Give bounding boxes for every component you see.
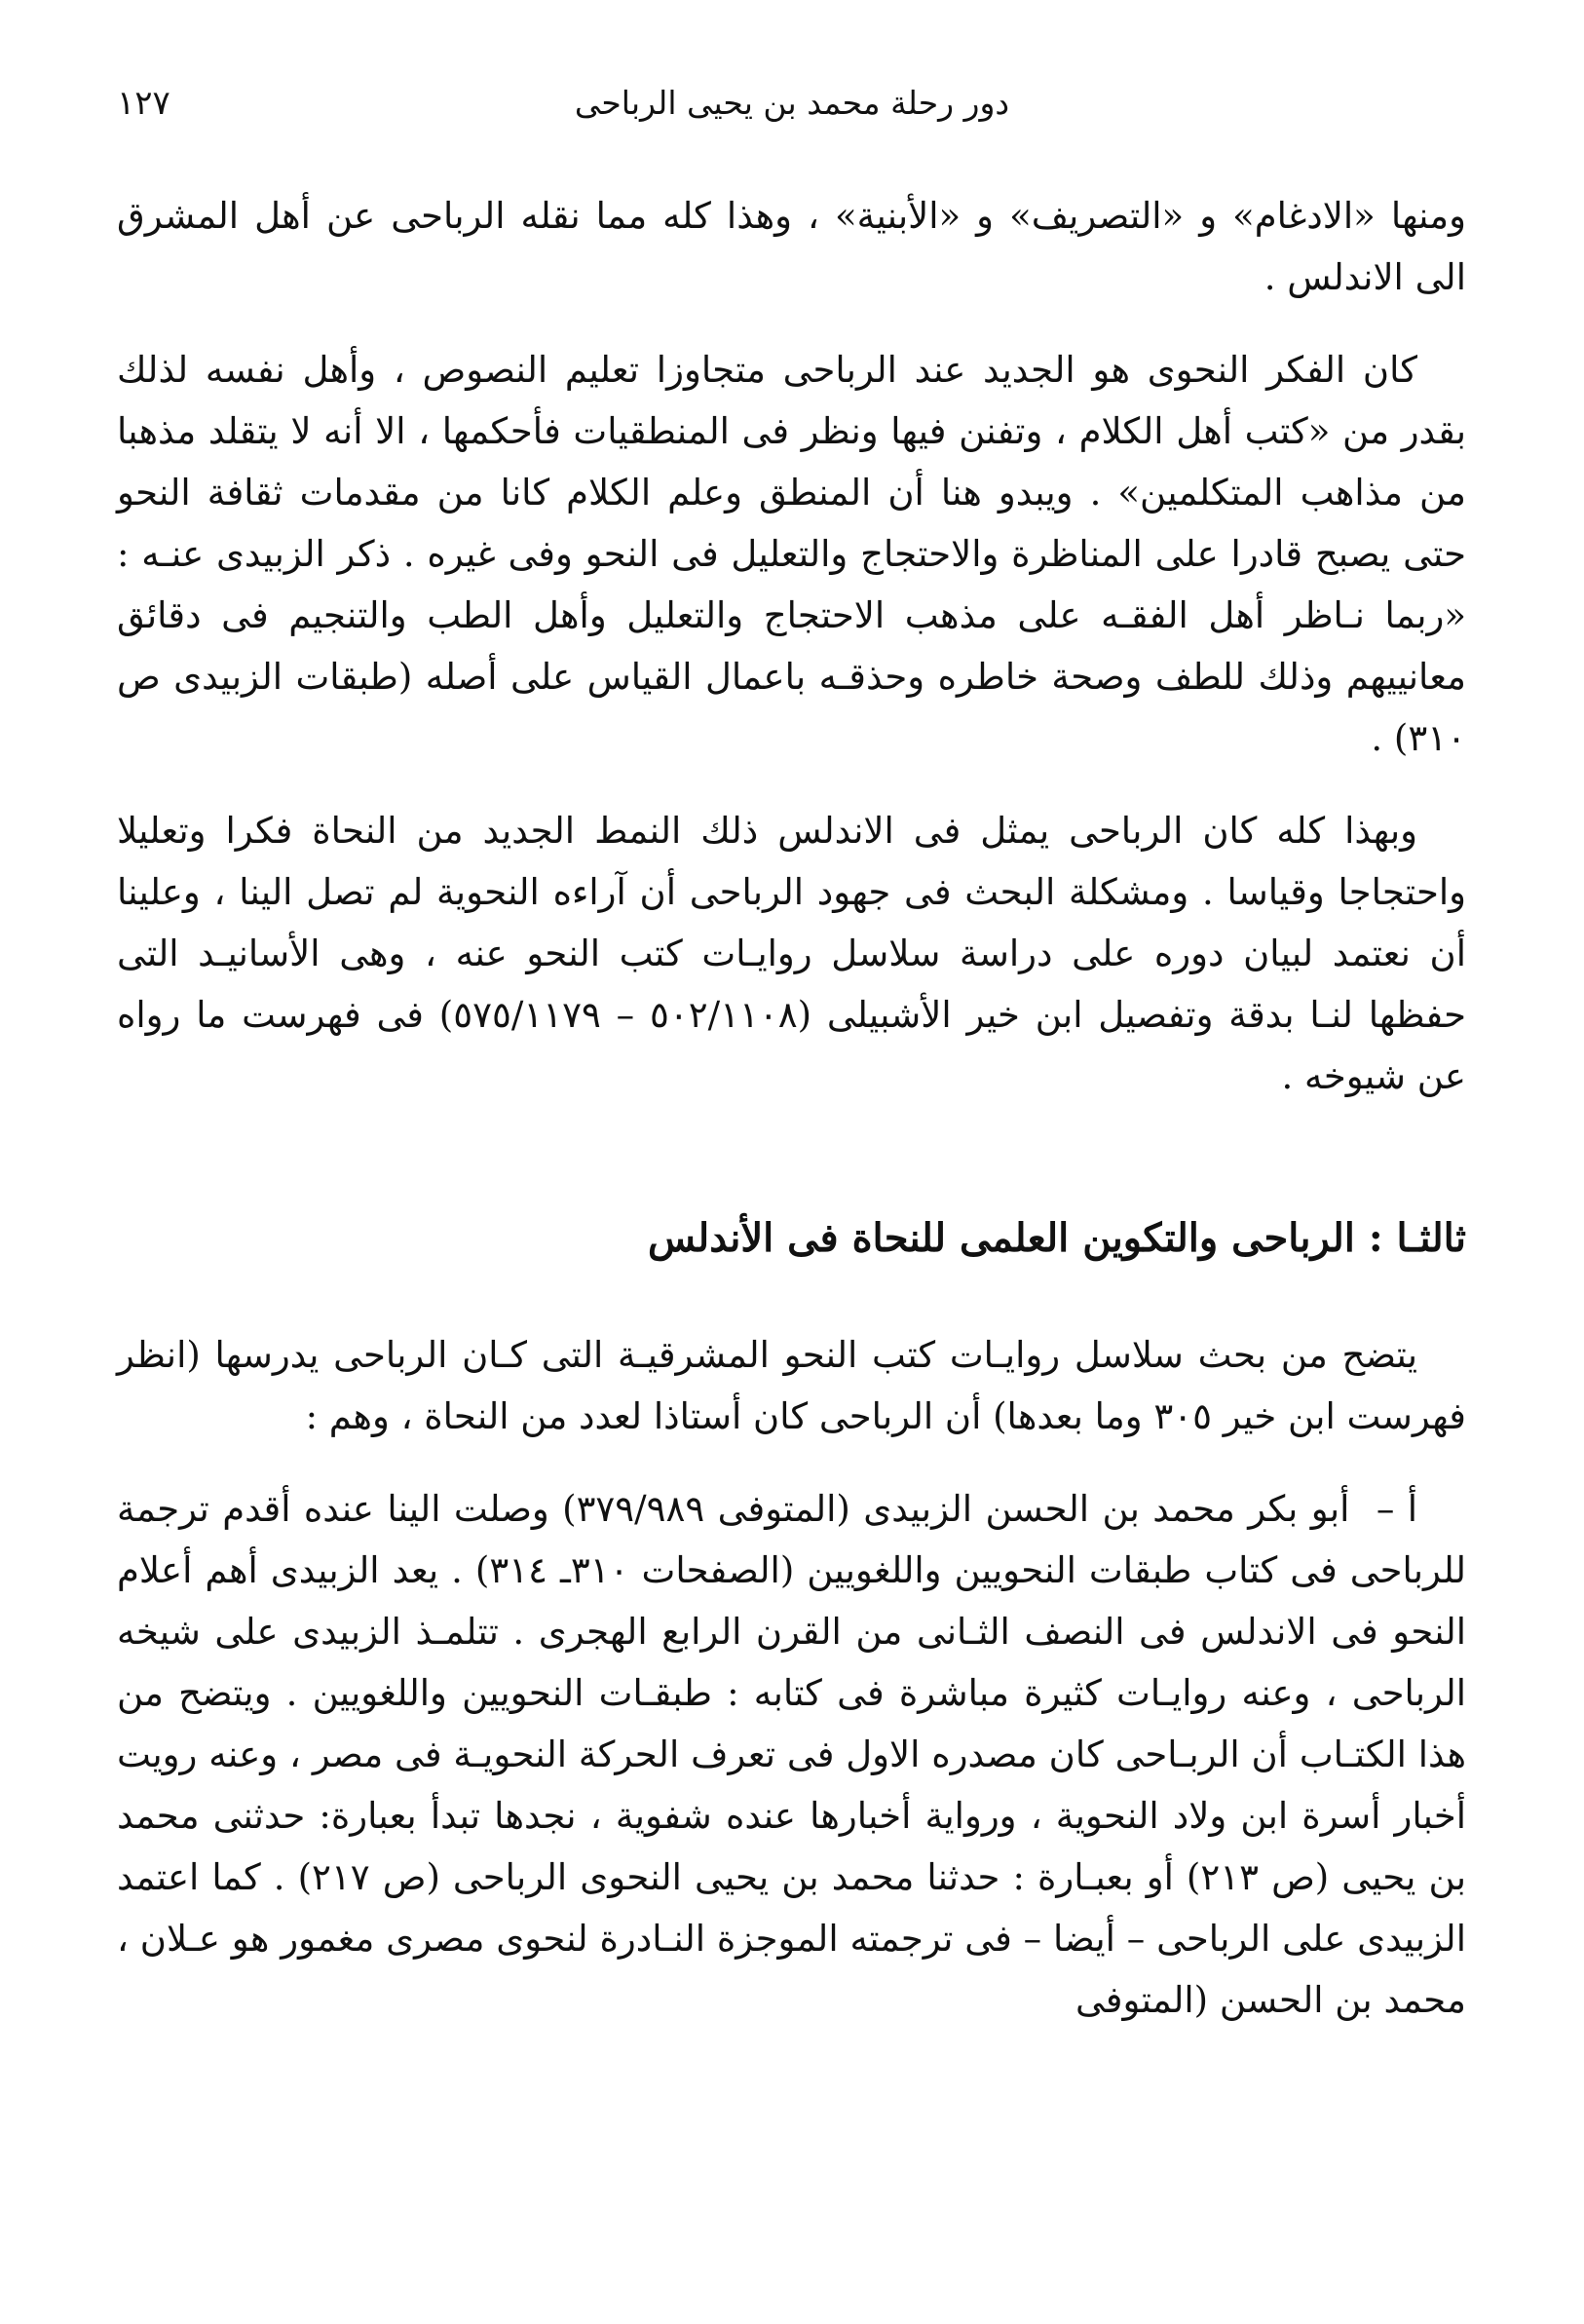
list-item-marker: أ – <box>1376 1488 1417 1530</box>
section-heading: ثالثـا : الرباحى والتكوين العلمى للنحاة فى الأندلس <box>648 1215 1466 1261</box>
page-number: ١٢٧ <box>117 84 170 123</box>
paragraph-3: وبهذا كله كان الرباحى يمثل فى الاندلس ذلك النمط الجديد من النحاة فكرا وتعليلا واحتجاجا وقياسا . ومشكلة البحث فى جهود الرباحى أن آراءه النحوية لم تصل الينا ، وعلينا أن نعتمد لبيان دوره على دراسة سلاسل روايـات كتب النحو عنه ، وهى الأسانيـد التى حفظها لنـا بدقة وتفصيل ابن خير الأشبيلى (٥٠٢/١١٠٨ – ٥٧٥/١١٧٩) فى فهرست ما رواه عن شيوخه . <box>117 810 1466 1097</box>
running-header-title: دور رحلة محمد بن يحيى الرباحى <box>574 84 1010 122</box>
paragraph-1: ومنها «الادغام» و «التصريف» و «الأبنية» ، وهذا كله مما نقله الرباحى عن أهل المشرق الى الاندلس . <box>117 195 1466 298</box>
body-text <box>117 185 1466 2031</box>
paragraph-2: كان الفكر النحوى هو الجديد عند الرباحى متجاوزا تعليم النصوص ، وأهل نفسه لذلك بقدر من «كتب أهل الكلام ، وتفنن فيها ونظر فى المنطقيات فأحكمها ، الا أنه لا يتقلد مذهبا من مذاهب المتكلمين» . ويبدو هنا أن المنطق وعلم الكلام كانا من مقدمات ثقافة النحو حتى يصبح قادرا على المناظرة والاحتجاج والتعليل فى النحو وفى غيره . ذكر الزبيدى عنـه : «ربما نـاظر أهل الفقـه على مذهب الاحتجاج والتعليل وأهل الطب والتنجيم فى دقائق معانييهم وذلك للطف وصحة خاطره وحذقـه باعمال القياس على أصله (طبقات الزبيدى ص ٣١٠) . <box>117 349 1466 759</box>
running-header <box>117 84 1467 133</box>
list-item-text: أبو بكر محمد بن الحسن الزبيدى (المتوفى ٣٧٩/٩٨٩) وصلت الينا عنده أقدم ترجمة للرباحى فى كتاب طبقات النحويين واللغويين (الصفحات ٣١٠ـ ٣١٤) . يعد الزبيدى أهم أعلام النحو فى الاندلس فى النصف الثـانى من القرن الرابع الهجرى . تتلمـذ الزبيدى على شيخه الرباحى ، وعنه روايـات كثيرة مباشرة فى كتابه : طبقـات النحويين واللغويين . ويتضح من هذا الكتـاب أن الربـاحى كان مصدره الاول فى تعرف الحركة النحويـة فى مصر ، وعنه رويت أخبار أسرة ابن ولاد النحوية ، ورواية أخبارها عنده شفوية ، نجدها تبدأ بعبارة: حدثنى محمد بن يحيى (ص ٢١٣) أو بعبـارة : حدثنا محمد بن يحيى النحوى الرباحى (ص ٢١٧) . كما اعتمد الزبيدى على الرباحى – أيضا – فى ترجمته الموجزة النـادرة لنحوى مصرى مغمور هو عـلان ، محمد بن الحسن (المتوفى <box>117 1488 1467 2021</box>
section-intro: يتضح من بحث سلاسل روايـات كتب النحو المشرقيـة التى كـان الرباحى يدرسها (انظر فهرست ابن خير ٣٠٥ وما بعدها) أن الرباحى كان أستاذا لعدد من النحاة ، وهم : <box>117 1334 1466 1437</box>
list-item-a <box>117 1478 1466 2031</box>
